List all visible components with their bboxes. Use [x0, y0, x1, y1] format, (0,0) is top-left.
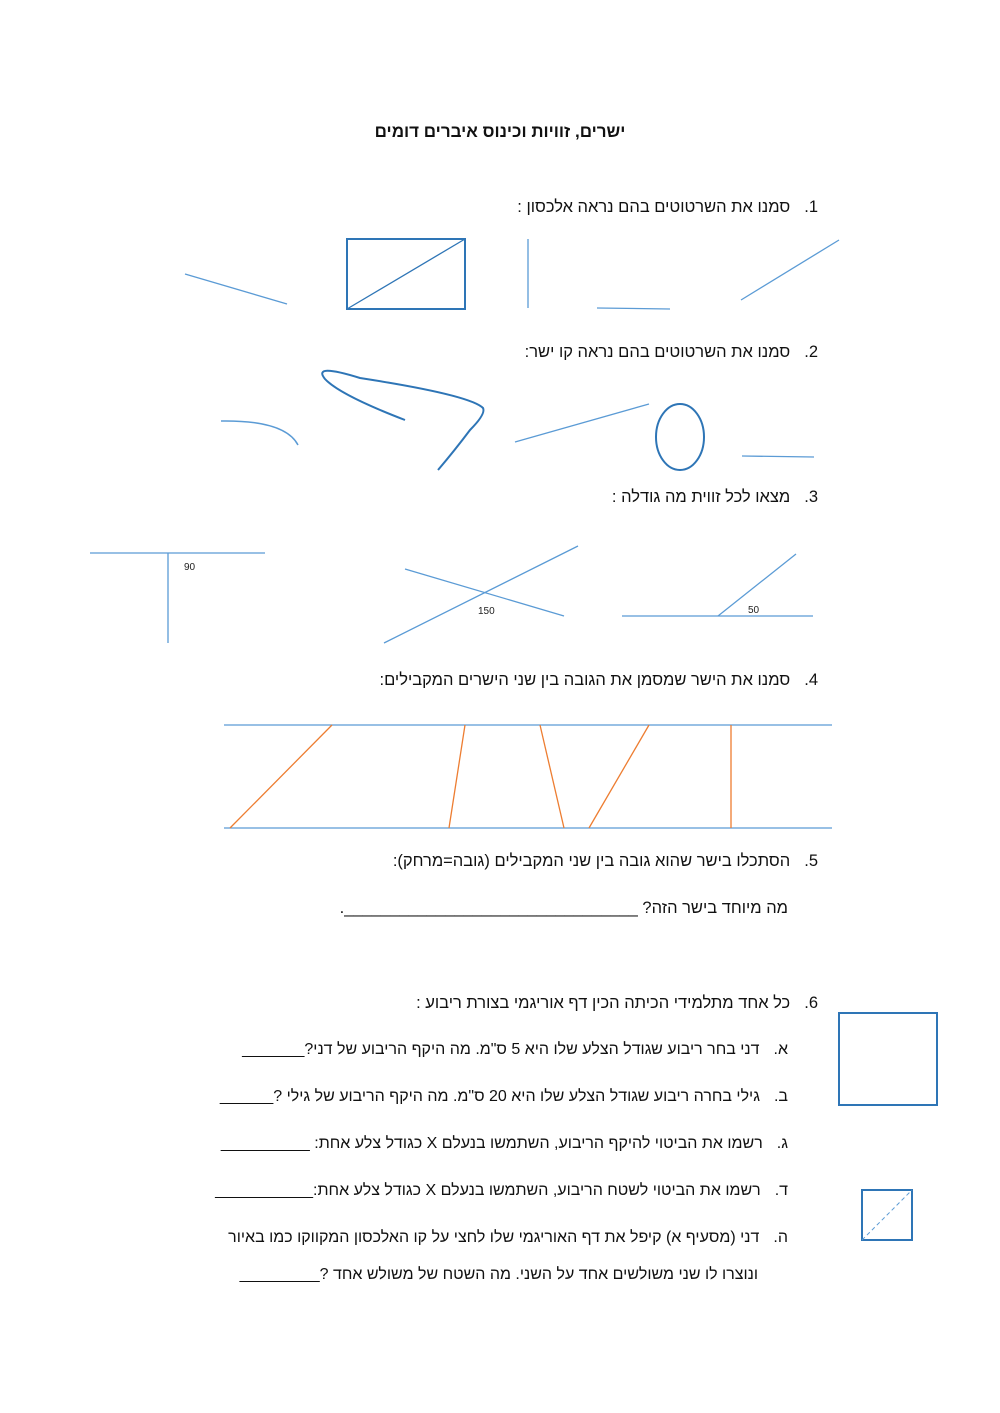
- q6-item-c-letter: ג.: [776, 1135, 788, 1152]
- q6-item-d-text: רשמו את הביטוי לשטח הריבוע, השתמשו בנעלם X כגודל צלע אחת:___________: [215, 1182, 761, 1199]
- q2-hook-curve[interactable]: [322, 371, 483, 470]
- question-5-text: הסתכלו בישר שהוא גובה בין שני המקבילים (גובה=מרחק):: [392, 852, 791, 870]
- q6-item-d-letter: ד.: [774, 1182, 788, 1199]
- q4-orange-segment-3[interactable]: [540, 725, 564, 828]
- q1-horizontal-line[interactable]: [597, 308, 670, 309]
- question-5-number: 5.: [804, 852, 818, 870]
- q3-figures: [90, 546, 813, 643]
- q6-item-a-letter: א.: [773, 1041, 788, 1058]
- question-3-number: 3.: [804, 488, 818, 506]
- q1-rising-line[interactable]: [741, 240, 839, 300]
- question-1-number: 1.: [804, 198, 818, 216]
- q2-figures: [221, 371, 814, 470]
- q3-right-angle-label: 90: [184, 562, 196, 573]
- question-4-text: סמנו את הישר שמסמן את הגובה בין שני הישרים המקבילים:: [379, 671, 791, 689]
- question-6-number: 6.: [804, 994, 818, 1012]
- q3-crossing-angle-label: 150: [478, 606, 495, 617]
- question-2-text: סמנו את השרטוטים בהם נראה קו ישר:: [524, 343, 791, 361]
- q4-figures: [224, 725, 832, 828]
- q6-item-b-text: גילי בחרה ריבוע שגודל הצלע שלו היא 20 ס"מ. מה היקף הריבוע של גילי ?______: [219, 1088, 760, 1105]
- question-5-answer-line[interactable]: מה מיוחד בישר הזה? ________________________________.: [339, 899, 788, 917]
- q1-rectangle-diagonal: [347, 239, 465, 309]
- q2-curved-arc[interactable]: [221, 421, 298, 445]
- question-3-text: מצאו לכל זווית מה גודלה :: [611, 488, 791, 506]
- question-4-number: 4.: [804, 671, 818, 689]
- q1-figures: [185, 239, 839, 309]
- question-1-text: סמנו את השרטוטים בהם נראה אלכסון :: [517, 198, 791, 216]
- q6-origami-square: [839, 1013, 937, 1105]
- worksheet-title: ישרים, זוויות וכינוס איברים דומים: [374, 122, 626, 141]
- q6-item-b-letter: ב.: [773, 1088, 788, 1105]
- q6-item-e-line2[interactable]: ונוצרו לו שני משולשים אחד על השני. מה השטח של משולש אחד ?_________: [239, 1266, 758, 1283]
- q6-item-e-text: דני (מסעיף א) קיפל את דף האוריגמי שלו לחצי על קו האלכסון המקווקו כמו באיור: [228, 1229, 760, 1246]
- q2-slanted-line[interactable]: [515, 404, 649, 442]
- q6-item-c-text: רשמו את הביטוי להיקף הריבוע, השתמשו בנעלם X כגודל צלע אחת: __________: [220, 1135, 763, 1152]
- q6-figures: [839, 1013, 937, 1240]
- q6-item-e-letter: ה.: [773, 1229, 788, 1246]
- q4-orange-segment-4[interactable]: [589, 725, 649, 828]
- q1-slanted-line[interactable]: [185, 274, 287, 304]
- q6-item-a-text: דני בחר ריבוע שגודל הצלע שלו היא 5 ס"מ. מה היקף הריבוע של דני?_______: [242, 1041, 760, 1058]
- q3-acute-angle-label: 50: [748, 605, 760, 616]
- question-2-number: 2.: [804, 343, 818, 361]
- q2-ellipse[interactable]: [656, 404, 704, 470]
- question-6-text: כל אחד מתלמידי הכיתה הכין דף אוריגמי בצורת ריבוע :: [416, 994, 791, 1012]
- q2-short-line[interactable]: [742, 456, 814, 457]
- q3-crossing-line-b: [384, 546, 578, 643]
- q4-orange-segment-2[interactable]: [449, 725, 465, 828]
- q6-dashed-diagonal: [862, 1190, 912, 1240]
- q4-orange-segment-1[interactable]: [230, 725, 332, 828]
